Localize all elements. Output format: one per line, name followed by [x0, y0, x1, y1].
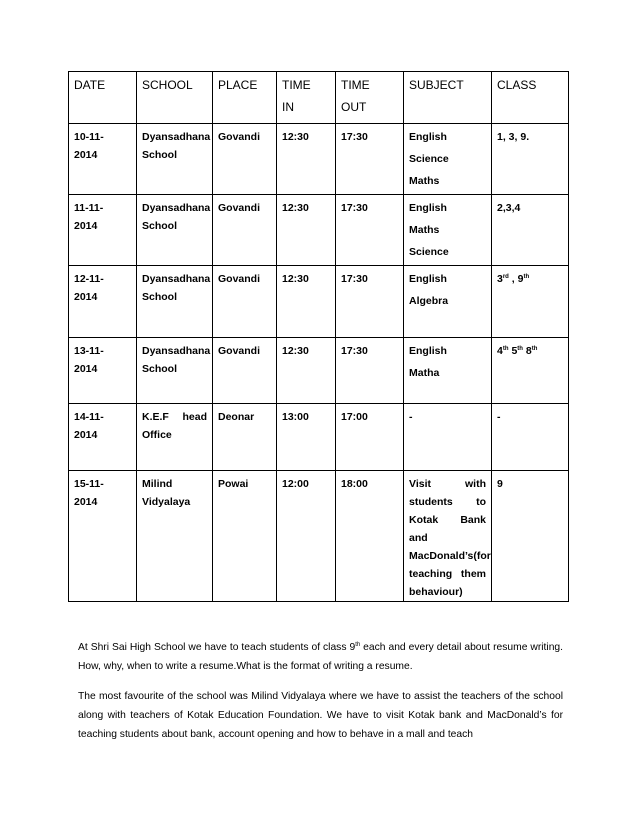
subject-line: Maths [409, 175, 440, 187]
class-ordinal-suffix: th [517, 346, 523, 352]
subject-line: students to [409, 496, 486, 508]
header-time-in [277, 72, 336, 124]
subject-line: behaviour) [409, 586, 463, 598]
school-line: School [142, 363, 178, 375]
header-date: DATE [69, 72, 137, 124]
paragraph-milind-vidyalaya: The most favourite of the school was Milind Vidyalaya where we have to assist the teachers of the school along with teachers of Kotak Education Foundation. We have to visit Kotak bank and MacDonald’s for teaching students about bank, account opening and how to behave in a mall and teach [78, 691, 563, 741]
header-time-out-line: OUT [341, 100, 367, 114]
paragraph-text: At Shri Sai High School we have to teach students of class 9 [78, 642, 356, 654]
class-number: 5 [511, 345, 518, 357]
table-row [69, 266, 569, 338]
schedule-table [68, 71, 569, 602]
class-separator: , [508, 273, 518, 285]
header-time-out-line: TIME [341, 78, 370, 92]
cell-date [69, 404, 137, 471]
cell-school [137, 195, 213, 266]
class-number: 9 [517, 273, 524, 285]
subject-line: English [409, 131, 447, 143]
cell-subject [404, 338, 492, 404]
header-subject: SUBJECT [404, 72, 492, 124]
cell-place: Powai [213, 471, 277, 602]
table-row [69, 471, 569, 602]
ordinal-suffix: th [355, 642, 361, 649]
date-line: 13-11- [74, 345, 104, 357]
school-line: School [142, 149, 178, 161]
cell-place: Govandi [213, 338, 277, 404]
table-row [69, 338, 569, 404]
school-line: School [142, 291, 178, 303]
header-time-in-line: IN [282, 100, 294, 114]
class-ordinal-suffix: th [531, 346, 538, 352]
subject-line: English [409, 273, 447, 285]
cell-date [69, 124, 137, 195]
cell-time-in: 12:00 [277, 471, 336, 602]
paragraph-text: each and every detail about resume writing. How, why, when to write a resume.What is the format of writing a resume. [78, 642, 564, 673]
subject-line: Algebra [409, 295, 449, 307]
school-line: Dyansadhana [142, 345, 211, 357]
cell-class: 2,3,4 [492, 195, 569, 266]
table-row [69, 124, 569, 195]
cell-time-in: 12:30 [277, 338, 336, 404]
cell-time-in: 12:30 [277, 266, 336, 338]
cell-time-out: 18:00 [336, 471, 404, 602]
subject-line: English [409, 202, 447, 214]
cell-date [69, 266, 137, 338]
header-class: CLASS [492, 72, 569, 124]
subject-line: Science [409, 153, 449, 165]
subject-line: Maths [409, 224, 440, 236]
cell-school [137, 124, 213, 195]
date-line: 15-11- [74, 478, 104, 490]
subject-line: - [409, 411, 413, 423]
subject-line: MacDonald’s(for [409, 550, 491, 562]
header-time-in-line: TIME [282, 78, 311, 92]
school-line: K.E.F head [142, 411, 207, 423]
subject-line: English [409, 345, 447, 357]
cell-school [137, 338, 213, 404]
cell-class [492, 338, 569, 404]
school-line: Vidyalaya [142, 496, 191, 508]
cell-place: Govandi [213, 195, 277, 266]
subject-line: Science [409, 246, 449, 258]
date-line: 11-11- [74, 202, 104, 214]
subject-line: Kotak Bank and [409, 514, 486, 544]
cell-subject [404, 471, 492, 602]
cell-school [137, 471, 213, 602]
class-number: 3 [497, 273, 503, 285]
cell-subject [404, 266, 492, 338]
cell-class: 9 [492, 471, 569, 602]
cell-class: 1, 3, 9. [492, 124, 569, 195]
header-place: PLACE [213, 72, 277, 124]
subject-line: teaching them [409, 568, 486, 580]
cell-date [69, 195, 137, 266]
paragraph-resume-writing [78, 638, 563, 676]
school-line: Dyansadhana [142, 273, 211, 285]
table-header-row [69, 72, 569, 124]
school-line: Office [142, 429, 172, 441]
date-line: 12-11- [74, 273, 104, 285]
subject-line: Matha [409, 367, 440, 379]
header-school: SCHOOL [137, 72, 213, 124]
cell-place: Govandi [213, 266, 277, 338]
class-number: 4 [497, 345, 503, 357]
school-line: Dyansadhana [142, 202, 211, 214]
date-line: 2014 [74, 220, 98, 232]
date-line: 2014 [74, 291, 98, 303]
table-row [69, 404, 569, 471]
cell-place: Govandi [213, 124, 277, 195]
school-line: Dyansadhana [142, 131, 211, 143]
cell-school [137, 404, 213, 471]
class-number: 8 [525, 345, 532, 357]
date-line: 2014 [74, 149, 98, 161]
cell-class [492, 266, 569, 338]
date-line: 10-11- [74, 131, 104, 143]
class-ordinal-suffix: th [523, 274, 530, 280]
header-time-out [336, 72, 404, 124]
cell-time-out: 17:30 [336, 338, 404, 404]
cell-time-out: 17:00 [336, 404, 404, 471]
cell-time-in: 13:00 [277, 404, 336, 471]
date-line: 2014 [74, 496, 98, 508]
cell-date [69, 471, 137, 602]
class-ordinal-suffix: rd [502, 274, 509, 280]
cell-time-out: 17:30 [336, 266, 404, 338]
date-line: 2014 [74, 429, 98, 441]
cell-subject [404, 195, 492, 266]
date-line: 2014 [74, 363, 98, 375]
cell-class: - [492, 404, 569, 471]
cell-time-out: 17:30 [336, 195, 404, 266]
class-ordinal-suffix: th [502, 346, 509, 352]
cell-subject [404, 404, 492, 471]
school-line: School [142, 220, 178, 232]
date-line: 14-11- [74, 411, 104, 423]
cell-date [69, 338, 137, 404]
subject-line: Visit with [409, 478, 486, 490]
cell-school [137, 266, 213, 338]
table-row [69, 195, 569, 266]
cell-subject [404, 124, 492, 195]
cell-time-in: 12:30 [277, 195, 336, 266]
cell-time-out: 17:30 [336, 124, 404, 195]
cell-time-in: 12:30 [277, 124, 336, 195]
cell-place: Deonar [213, 404, 277, 471]
school-line: Milind [142, 478, 173, 490]
